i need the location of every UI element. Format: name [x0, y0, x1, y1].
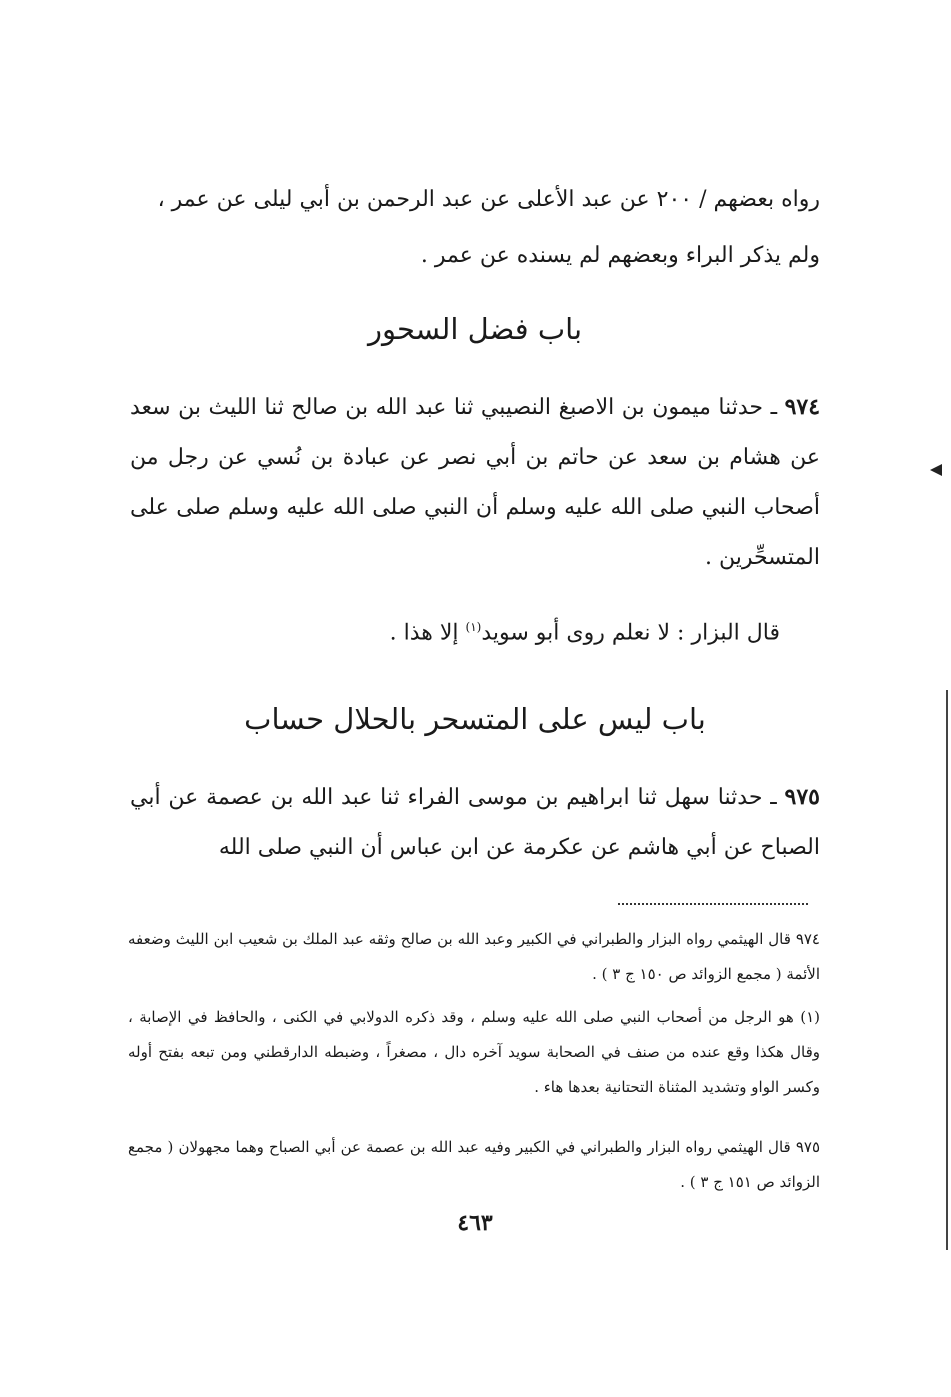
chapter-title-1: باب فضل السحور	[367, 312, 583, 346]
hadith-text: حدثنا سهل ثنا ابراهيم بن موسى الفراء ثنا عبد الله بن عصمة عن أبي الصباح عن أبي هاشم عن عكرمة عن ابن عباس أن النبي صلى الله	[130, 785, 820, 860]
footnote-974	[128, 922, 820, 992]
footnote-text: هو الرجل من أصحاب النبي صلى الله عليه وسلم ، وقد ذكره الدولابي في الكنى ، والحافظ في الإصابة ، وقال هكذا وقع عنده من صنف في الصحابة سويد آخره دال ، مصغراً ، وضبطه الدارقطني ومن تبعه بفتح أوله وكسر الواو وتشديد المثناة التحتانية بعدها هاء .	[128, 1008, 820, 1096]
footnote-label: ٩٧٤	[795, 930, 820, 948]
footnote-label: ٩٧٥	[795, 1138, 820, 1156]
footnote-label: (١)	[800, 1008, 820, 1026]
page-number: ٤٦٣	[457, 1210, 493, 1236]
bazzar-note-text: قال البزار : لا نعلم روى أبو سويد	[481, 620, 780, 646]
page-edge-line	[946, 690, 948, 1250]
footnote-975	[128, 1130, 820, 1200]
hadith-dash: ـ	[770, 785, 777, 810]
hadith-975	[130, 772, 820, 873]
hadith-dash: ـ	[770, 395, 778, 420]
hadith-974	[130, 382, 820, 583]
footnote-marker: (١)	[465, 620, 482, 634]
bazzar-note	[130, 612, 780, 648]
footnote-text: قال الهيثمي رواه البزار والطبراني في الكبير وفيه عبد الله بن عصمة عن أبي الصباح وهما مجهولان ( مجمع الزوائد ص ١٥١ ج ٣ ) .	[128, 1138, 820, 1191]
intro-line-1: رواه بعضهم / ٢٠٠ عن عبد الأعلى عن عبد الرحمن بن أبي ليلى عن عمر ،	[157, 187, 820, 212]
footnote-separator	[618, 903, 808, 905]
intro-line-2: ولم يذكر البراء وبعضهم لم يسنده عن عمر .	[420, 243, 820, 268]
bazzar-note-end: إلا هذا .	[389, 620, 459, 646]
margin-arrow-icon	[930, 464, 942, 476]
hadith-text: حدثنا ميمون بن الاصبغ النصيبي ثنا عبد الله بن صالح ثنا الليث بن سعد عن هشام بن سعد عن حاتم بن أبي نصر عن عبادة بن نُسي عن رجل من أصحاب النبي صلى الله عليه وسلم أن النبي صلى الله عليه وسلم صلى على المتسحِّرين .	[130, 395, 820, 570]
intro-paragraph	[130, 172, 820, 284]
hadith-number: ٩٧٥	[784, 784, 820, 810]
footnote-1	[128, 1000, 820, 1105]
hadith-number: ٩٧٤	[784, 394, 821, 420]
chapter-title-2: باب ليس على المتسحر بالحلال حساب	[244, 702, 706, 736]
footnote-text: قال الهيثمي رواه البزار والطبراني في الكبير وعبد الله بن صالح وثقه عبد الملك بن شعيب ابن الليث وضعفه الأئمة ( مجمع الزوائد ص ١٥٠ ج ٣ ) .	[128, 930, 820, 983]
